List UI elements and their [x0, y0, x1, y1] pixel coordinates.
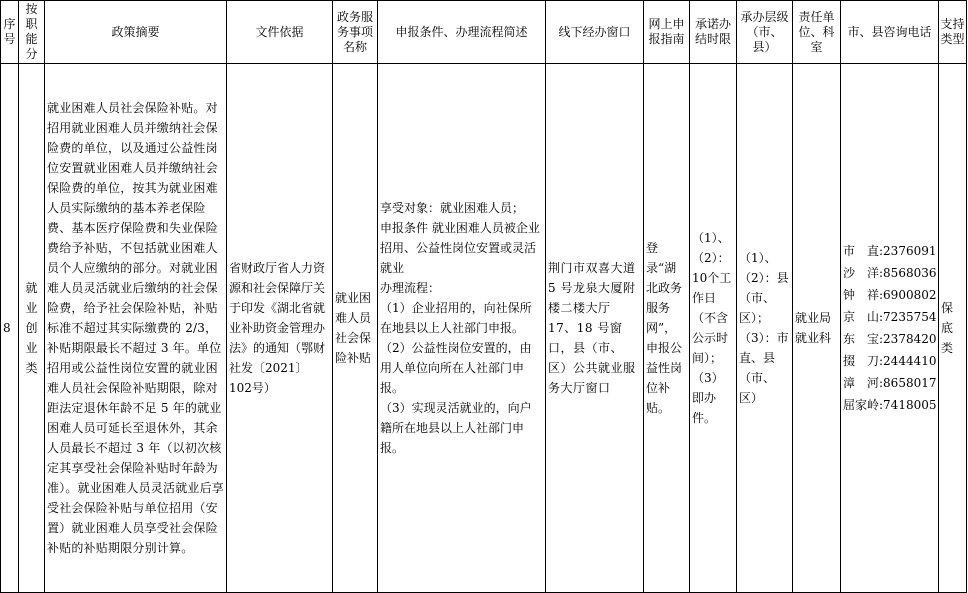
- cell-summary: 就业困难人员社会保险补贴。对招用就业困难人员并缴纳社会保险费的单位，以及通过公益性岗位安置就业困难人员并缴纳社会保险费的单位，按其为就业困难人员实际缴纳的基本养老保险费、基本医疗保险费和失业保险费给予补贴，不包括就业困难人员个人应缴纳的部分。对就业困难人员灵活就业后缴纳的社会保险费，给予社会保险补贴，补贴标准不超过其实际缴费的 2/3，补贴期限最长不超过 3 年。单位招用或公益性岗位安置的就业困难人员社会保险补贴期限，除对距法定退休年龄不足 5 年的就业困难人员可延长至退休外，其余人员最长不超过 3 年（以初次核定其享受社会保险补贴时年龄为准）。就业困难人员灵活就业后享受社会保险补贴与单位招用（安置）就业困难人员享受社会保险补贴的补贴期限分别计算。: [45, 64, 227, 593]
- category-char: 就: [25, 281, 38, 295]
- cell-level: （1）、（2）：县（市、区）；（3）：市直、县（市、区）: [737, 64, 793, 593]
- phone-entry: [843, 306, 936, 328]
- phone-area: 屈家岭: [843, 398, 880, 412]
- header-seq: 序号: [1, 1, 19, 64]
- header-phone: 市、县咨询电话: [841, 1, 939, 64]
- header-service-name: 政务服务事项名称: [333, 1, 378, 64]
- phone-number: :2376091: [879, 244, 937, 258]
- cell-online-guide: 登录“湖北政务服务网”，申报公益性岗位补贴。: [644, 64, 690, 593]
- phone-entry: [843, 350, 936, 372]
- phone-entry: [843, 372, 936, 394]
- header-window: 线下经办窗口: [546, 1, 644, 64]
- phone-entry: [843, 240, 936, 262]
- phone-entry: [843, 328, 936, 350]
- condition-line: 办理流程：: [380, 281, 441, 295]
- phone-area: 漳河: [843, 376, 879, 390]
- category-char: 业: [25, 341, 38, 355]
- header-conditions: 申报条件、办理流程简述: [378, 1, 546, 64]
- condition-line: （3）实现灵活就业的，向户籍所在地县以上人社部门申报。: [380, 401, 532, 455]
- condition-line: 申报条件 就业困难人员被企业招用、公益性岗位安置或灵活就业: [380, 221, 540, 275]
- header-level: 承办层级（市、县）: [737, 1, 793, 64]
- phone-number: :8658017: [879, 376, 937, 390]
- header-online-guide: 网上申报指南: [644, 1, 690, 64]
- cell-time-limit: （1）、（2）：10个工作日（不含公示时间）；（3）即办件。: [690, 64, 737, 593]
- header-support-type: 支持类型: [939, 1, 967, 64]
- header-basis: 文件依据: [227, 1, 333, 64]
- phone-area: 钟祥: [843, 288, 879, 302]
- phone-number: :7235754: [879, 310, 937, 324]
- phone-area: 市直: [843, 244, 879, 258]
- cell-basis: 省财政厅省人力资源和社会保障厅关于印发《湖北省就业补助资金管理办法》的通知（鄂财社发〔2021〕102号）: [227, 64, 333, 593]
- phone-area: 掇刀: [843, 354, 879, 368]
- header-summary: 政策摘要: [45, 1, 227, 64]
- cell-responsible: 就业局就业科: [793, 64, 841, 593]
- condition-line: （2）公益性岗位安置的，由用人单位向所在人社部门申报。: [380, 341, 532, 395]
- phone-number: :7418005: [879, 398, 937, 412]
- header-row: [1, 1, 967, 64]
- cell-phone: [841, 64, 939, 593]
- category-char: 创: [25, 321, 38, 335]
- table-row: [1, 64, 967, 593]
- phone-number: :2444410: [879, 354, 937, 368]
- phone-area: 东宝: [843, 332, 879, 346]
- phone-entry: [843, 394, 936, 416]
- category-char: 业: [25, 301, 38, 315]
- cell-service-name: 就业困难人员社会保险补贴: [333, 64, 378, 593]
- phone-number: :8568036: [879, 266, 937, 280]
- phone-entry: [843, 262, 936, 284]
- cell-window: 荆门市双喜大道 5 号龙泉大厦附楼二楼大厅 17、18 号窗口，县（市、区）公共就业服务大厅窗口: [546, 64, 644, 593]
- condition-line: （1）企业招用的，向社保所在地县以上人社部门申报。: [380, 301, 532, 335]
- phone-number: :2378420: [879, 332, 937, 346]
- phone-number: :6900802: [879, 288, 937, 302]
- phone-entry: [843, 284, 936, 306]
- phone-area: 京山: [843, 310, 879, 324]
- header-time-limit: 承诺办结时限: [690, 1, 737, 64]
- cell-category: [19, 64, 45, 593]
- header-category: 按职能分: [19, 1, 45, 64]
- cell-seq: 8: [1, 64, 19, 593]
- condition-line: 享受对象：就业困难人员；: [380, 201, 525, 215]
- cell-support-type: 保底类: [939, 64, 967, 593]
- category-char: 类: [25, 361, 38, 375]
- header-responsible: 责任单位、科室: [793, 1, 841, 64]
- category-text: [21, 278, 42, 378]
- phone-area: 沙洋: [843, 266, 879, 280]
- cell-conditions: [378, 64, 546, 593]
